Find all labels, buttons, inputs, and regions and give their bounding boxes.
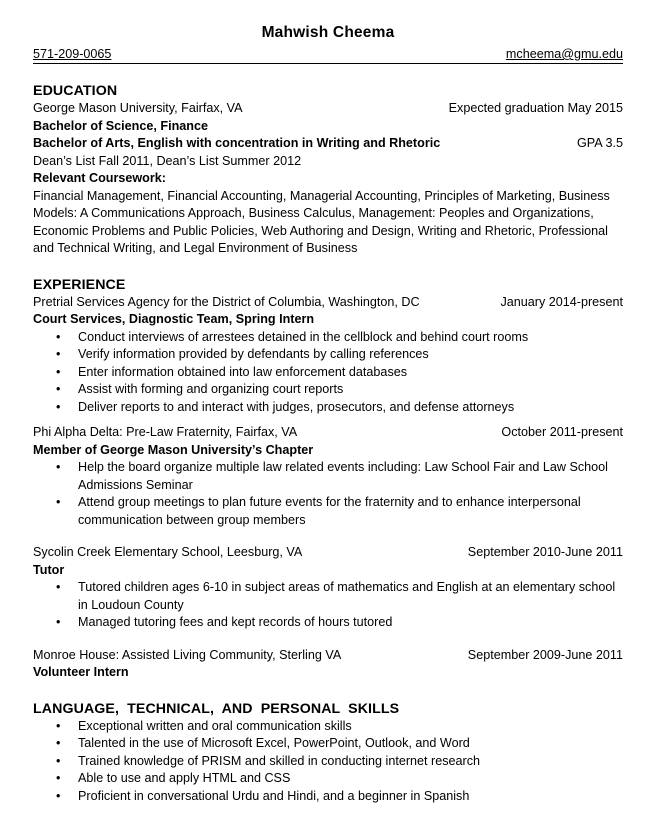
gpa: GPA 3.5 (577, 136, 623, 150)
education-heading: EDUCATION (33, 83, 118, 99)
email-link[interactable]: mcheema@gmu.edu (505, 47, 623, 61)
list-item: • Talented in the use of Microsoft Excel, PowerPoint, Outlook, and Word (33, 735, 623, 753)
job-entry (33, 424, 623, 529)
contact-line (33, 46, 623, 64)
skills-heading: LANGUAGE, TECHNICAL, AND PERSONAL SKILLS (33, 700, 400, 717)
job-bullets (33, 579, 623, 632)
list-item: • Deliver reports to and interact with judges, prosecutors, and defense attorneys (33, 399, 623, 417)
degree-english: Bachelor of Arts, English with concentration in Writing and Rhetoric (33, 136, 441, 150)
list-item: • Tutored children ages 6-10 in subject areas of mathematics and English at an elementary school in Loudoun County (33, 579, 623, 614)
job-dates: January 2014-present (500, 294, 623, 309)
experience-heading: EXPERIENCE (33, 276, 126, 293)
job-header (33, 647, 623, 665)
job-bullets (33, 459, 623, 529)
list-item: • Trained knowledge of PRISM and skilled in conducting internet research (33, 753, 623, 771)
honors: Dean’s List Fall 2011, Dean’s List Summer 2012 (33, 153, 302, 168)
education-school-row (33, 100, 623, 118)
job-bullets (33, 329, 623, 417)
job-org: Sycolin Creek Elementary School, Leesburg, VA (33, 545, 303, 559)
coursework-list: Financial Management, Financial Accounting, Managerial Accounting, Principles of Marketing, Business Models: A Communications Approach, Business Calculus, Management: Peoples and Organizations, Economic Problems and Public Policies, Web Authoring and Design, Writing and Rhetoric, Professional and Technical Writing, and Legal Environment of Business (33, 188, 610, 255)
degree-english-row (33, 135, 623, 153)
phone-number: 571-209-0065 (33, 47, 112, 61)
job-dates: September 2010-June 2011 (467, 545, 623, 559)
job-dates: September 2009-June 2011 (467, 647, 623, 662)
job-role: Volunteer Intern (33, 665, 129, 679)
list-item: • Exceptional written and oral communication skills (33, 718, 623, 736)
job-entry (33, 647, 623, 682)
list-item: • Managed tutoring fees and kept records of hours tutored (33, 614, 623, 632)
degree-finance: Bachelor of Science, Finance (33, 118, 208, 133)
job-entry (33, 294, 623, 417)
job-org: Pretrial Services Agency for the District of Columbia, Washington, DC (33, 294, 420, 309)
list-item: • Verify information provided by defendants by calling references (33, 346, 623, 364)
job-org: Phi Alpha Delta: Pre-Law Fraternity, Fairfax, VA (33, 425, 298, 439)
skills-section (33, 700, 623, 806)
list-item: • Assist with forming and organizing court reports (33, 381, 623, 399)
resume-name: Mahwish Cheema (261, 24, 395, 41)
list-item: • Help the board organize multiple law related events including: Law School Fair and Law School Admissions Seminar (33, 459, 623, 494)
skills-bullets (33, 718, 623, 806)
list-item: • Proficient in conversational Urdu and Hindi, and a beginner in Spanish (33, 788, 623, 806)
job-org: Monroe House: Assisted Living Community, Sterling VA (33, 647, 342, 662)
job-header (33, 544, 623, 562)
education-section (33, 82, 623, 258)
job-role: Tutor (33, 562, 65, 577)
school-name: George Mason University, Fairfax, VA (33, 101, 243, 115)
coursework-label: Relevant Coursework: (33, 171, 166, 185)
job-entry (33, 544, 623, 632)
job-role: Member of George Mason University’s Chapter (33, 442, 314, 457)
list-item: • Able to use and apply HTML and CSS (33, 770, 623, 788)
job-header (33, 424, 623, 442)
resume-page (33, 0, 623, 805)
list-item: • Attend group meetings to plan future events for the fraternity and to enhance interpersonal communication between group members (33, 494, 623, 529)
list-item: • Conduct interviews of arrestees detained in the cellblock and behind court rooms (33, 329, 623, 347)
job-header (33, 294, 623, 312)
list-item: • Enter information obtained into law enforcement databases (33, 364, 623, 382)
job-dates: October 2011-present (501, 425, 623, 439)
experience-section (33, 276, 623, 682)
graduation-date: Expected graduation May 2015 (448, 101, 623, 115)
job-role: Court Services, Diagnostic Team, Spring Intern (33, 312, 315, 326)
